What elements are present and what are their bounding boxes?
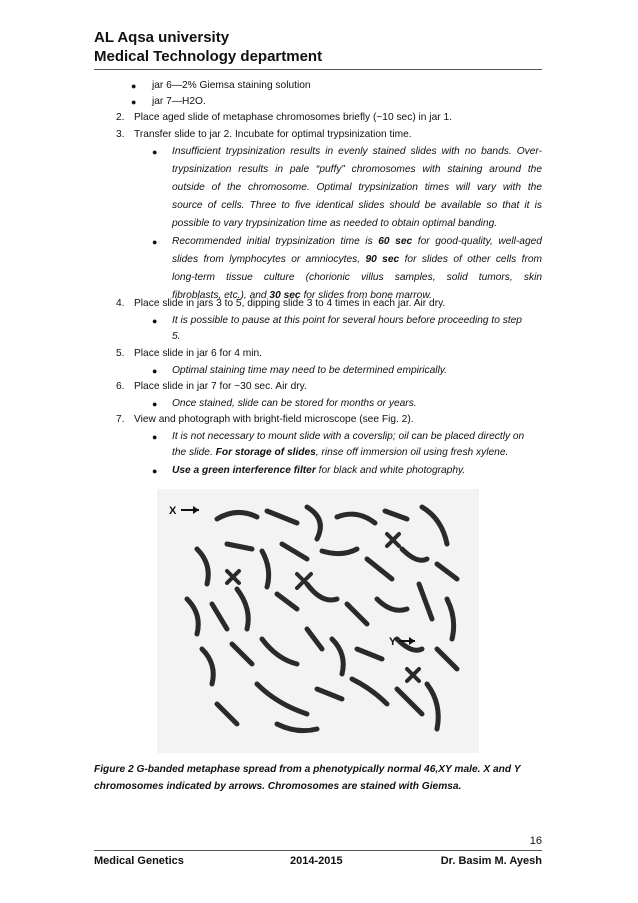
bullet-icon: ●: [131, 97, 137, 107]
note-line: It is not necessary to mount slide with a coverslip; oil can be placed directly on: [172, 431, 525, 442]
note-line: Use a green interference filter for black and white photography.: [172, 465, 466, 476]
step-number: 4.: [116, 298, 125, 309]
step-number: 6.: [116, 381, 125, 392]
bullet-icon: ●: [152, 399, 158, 409]
bullet-icon: ●: [152, 432, 158, 442]
bullet-icon: ●: [152, 466, 158, 476]
note-line: Once stained, slide can be stored for months or years.: [172, 398, 417, 409]
figure-caption-line-1: Figure 2 G-banded metaphase spread from a phenotypically normal 46,XY male. X and Y: [94, 764, 521, 775]
header-department: Medical Technology department: [94, 48, 323, 65]
y-chromosome-label: Y: [389, 636, 397, 648]
step-number: 3.: [116, 129, 125, 140]
note-line: source of cells. Three to five identical slides should be available so that it is: [172, 200, 542, 211]
karyotype-figure: [157, 489, 479, 753]
figure-caption-line-2: chromosomes indicated by arrows. Chromosomes are stained with Giemsa.: [94, 781, 462, 792]
header-divider: [94, 69, 542, 70]
list-item: jar 6—2% Giemsa staining solution: [152, 80, 311, 91]
note-line: 5.: [172, 331, 181, 342]
step-text: Transfer slide to jar 2. Incubate for optimal trypsinization time.: [134, 129, 412, 140]
step-text: Place slide in jars 3 to 5, dipping slide 3 to 4 times in each jar. Air dry.: [134, 298, 446, 309]
step-text: Place aged slide of metaphase chromosomes briefly (~10 sec) in jar 1.: [134, 112, 452, 123]
step-text: Place slide in jar 7 for ~30 sec. Air dry.: [134, 381, 307, 392]
footer-left: Medical Genetics: [94, 855, 184, 867]
bullet-icon: ●: [131, 81, 137, 91]
note-line: slides from lymphocytes or amniocytes, 90 sec for slides of other cells from: [172, 254, 542, 265]
note-line: trypsinization results in pale “puffy” chromosomes with staining around the: [172, 164, 542, 175]
note-line: the slide. For storage of slides, rinse off immersion oil using fresh xylene.: [172, 447, 509, 458]
step-number: 5.: [116, 348, 125, 359]
x-chromosome-label: X: [169, 505, 177, 517]
note-line: Recommended initial trypsinization time is 60 sec for good-quality, well-aged: [172, 236, 542, 247]
note-line: possible to vary trypsinization time as needed to obtain optimal banding.: [172, 218, 498, 229]
step-number: 7.: [116, 414, 125, 425]
step-text: Place slide in jar 6 for 4 min.: [134, 348, 262, 359]
footer-divider: [94, 850, 542, 851]
bullet-icon: ●: [152, 237, 158, 247]
bullet-icon: ●: [152, 147, 158, 157]
bullet-icon: ●: [152, 316, 158, 326]
note-line: It is possible to pause at this point for several hours before proceeding to step: [172, 315, 522, 326]
note-line: Optimal staining time may need to be determined empirically.: [172, 365, 447, 376]
note-line: long-term tissue culture (chorionic villus samples, solid tumors, skin: [172, 272, 542, 283]
note-line: outside of the chromosome. Optimal trypsinization times will vary with the: [172, 182, 542, 193]
header-university: AL Aqsa university: [94, 29, 230, 46]
metaphase-spread-image: [157, 489, 479, 753]
footer-center: 2014-2015: [290, 855, 343, 867]
bullet-icon: ●: [152, 366, 158, 376]
page-number: 16: [529, 835, 542, 847]
list-item: jar 7—H2O.: [152, 96, 206, 107]
step-text: View and photograph with bright-field microscope (see Fig. 2).: [134, 414, 414, 425]
step-number: 2.: [116, 112, 125, 123]
note-line: Insufficient trypsinization results in evenly stained slides with no bands. Over-: [172, 146, 542, 157]
note-line: fibroblasts, etc.), and 30 sec for slides from bone marrow.: [172, 290, 432, 301]
footer-right: Dr. Basim M. Ayesh: [440, 855, 542, 867]
